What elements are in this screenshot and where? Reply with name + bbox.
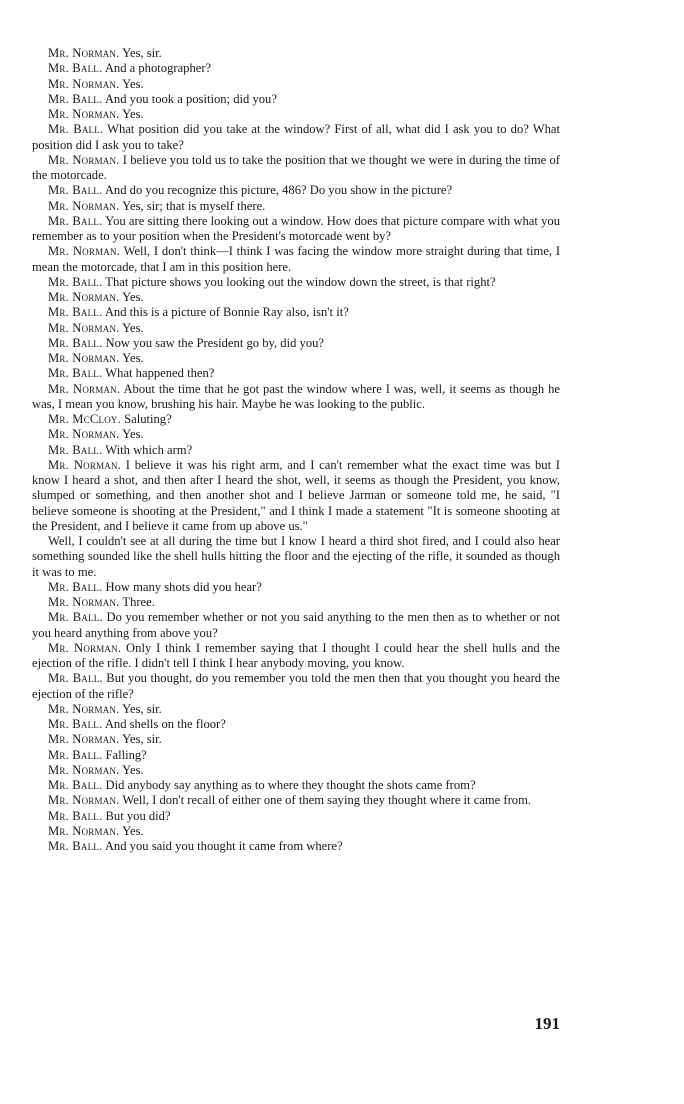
speech-text: And a photographer?: [104, 61, 212, 76]
speech-text: Well, I couldn't see at all during the time but I know I heard a third shot fired, and I could also hear something sounded like the shell hulls hitting the floor and the ejecting of the rifle, it sounded as though it was to me.: [32, 534, 560, 579]
transcript-paragraph: [32, 580, 560, 595]
speech-text: That picture shows you looking out the window down the street, is that right?: [105, 274, 496, 289]
transcript-paragraph: [32, 748, 560, 763]
transcript-body: [32, 46, 560, 854]
page-number: 191: [534, 1014, 560, 1033]
speech-text: Yes, sir.: [122, 46, 162, 60]
speech-text: Well, I don't recall of either one of them saying they thought where it came from.: [122, 793, 532, 808]
speaker-label: Mr. Ball.: [48, 671, 103, 686]
transcript-paragraph: [32, 702, 560, 717]
transcript-paragraph: [32, 443, 560, 458]
transcript-paragraph: [32, 244, 560, 275]
transcript-paragraph: [32, 321, 560, 336]
transcript-paragraph: [32, 122, 560, 153]
speech-text: Yes.: [122, 351, 144, 365]
speech-text: Yes.: [122, 320, 144, 335]
speaker-label: Mr. Ball.: [48, 717, 103, 731]
speaker-label: Mr. Norman.: [48, 732, 120, 747]
transcript-paragraph: [32, 183, 560, 198]
speech-text: What happened then?: [105, 366, 215, 381]
transcript-paragraph: [32, 610, 560, 641]
speaker-label: Mr. Ball.: [48, 442, 103, 457]
speaker-label: Mr. Ball.: [48, 122, 104, 137]
speaker-label: Mr. Ball.: [48, 778, 103, 792]
speaker-label: Mr. Norman.: [48, 351, 120, 365]
transcript-paragraph: [32, 595, 560, 610]
speech-text: Falling?: [105, 747, 147, 762]
speaker-label: Mr. Ball.: [48, 579, 103, 594]
speech-text: You are sitting there looking out a window. How does that picture compare with what you remember as to your position when the President's motorcade went by?: [32, 213, 561, 243]
speech-text: Did anybody say anything as to where they thought the shots came from?: [105, 778, 476, 792]
transcript-paragraph: [32, 61, 560, 76]
speaker-label: Mr. Norman.: [48, 595, 120, 609]
speaker-label: Mr. Ball.: [48, 213, 103, 228]
transcript-paragraph: [32, 199, 560, 214]
speaker-label: Mr. Ball.: [48, 183, 103, 198]
transcript-paragraph: [32, 275, 560, 290]
transcript-paragraph: [32, 641, 560, 672]
speaker-label: Mr. Ball.: [48, 61, 103, 76]
speaker-label: Mr. Ball.: [48, 305, 103, 320]
transcript-paragraph: [32, 336, 560, 351]
transcript-paragraph: [32, 839, 560, 854]
transcript-paragraph: [32, 809, 560, 824]
speaker-label: Mr. Ball.: [48, 610, 103, 625]
transcript-paragraph: [32, 290, 560, 305]
speech-text: And you said you thought it came from where?: [104, 839, 343, 853]
transcript-paragraph: [32, 366, 560, 381]
speaker-label: Mr. Norman.: [48, 320, 120, 335]
speech-text: How many shots did you hear?: [105, 579, 262, 594]
speaker-label: Mr. Norman.: [48, 701, 120, 716]
transcript-paragraph: [32, 382, 560, 413]
transcript-paragraph: [32, 732, 560, 747]
transcript-paragraph: [32, 458, 560, 534]
transcript-paragraph: [32, 107, 560, 122]
speech-text: Do you remember whether or not you said anything to the men then as to whether or not you heard anything from above you?: [32, 610, 560, 640]
speaker-label: Mr. Norman.: [48, 152, 120, 167]
speech-text: And you took a position; did you?: [104, 91, 277, 106]
transcript-paragraph: [32, 46, 560, 61]
speaker-label: Mr. Norman.: [48, 640, 122, 655]
speech-text: Yes.: [122, 762, 144, 777]
transcript-paragraph: [32, 153, 560, 184]
transcript-paragraph: [32, 793, 560, 808]
speech-text: Yes, sir; that is myself there.: [122, 198, 266, 213]
speaker-label: Mr. Norman.: [48, 427, 120, 442]
speaker-label: Mr. Norman.: [48, 76, 120, 91]
speech-text: Yes.: [122, 823, 144, 838]
speech-text: Yes.: [122, 76, 144, 91]
speaker-label: Mr. Ball.: [48, 808, 103, 823]
speaker-label: Mr. Ball.: [48, 274, 103, 289]
speech-text: Yes, sir.: [122, 732, 162, 747]
speaker-label: Mr. Ball.: [48, 839, 103, 853]
transcript-page: [32, 46, 560, 854]
speech-text: I believe you told us to take the position that we thought we were in during the time of the motorcade.: [32, 152, 560, 182]
speech-text: Well, I don't think—I think I was facing the window more straight during that time, I mean the motorcade, that I am in this position here.: [32, 244, 561, 274]
speech-text: Yes.: [122, 427, 144, 442]
transcript-paragraph: [32, 412, 560, 427]
speaker-label: Mr. Ball.: [48, 366, 103, 381]
speaker-label: Mr. Ball.: [48, 91, 103, 106]
speaker-label: Mr. Norman.: [48, 381, 121, 396]
speaker-label: Mr. Ball.: [48, 747, 103, 762]
speech-text: About the time that he got past the window where I was, well, it seems as though he was, I mean you know, brushing his hair. Maybe he was looking to the public.: [32, 381, 560, 411]
transcript-paragraph: [32, 427, 560, 442]
speaker-label: Mr. Norman.: [48, 46, 120, 60]
speaker-label: Mr. Norman.: [48, 107, 120, 121]
speaker-label: Mr. Norman.: [48, 198, 120, 213]
speech-text: But you thought, do you remember you told the men then that you thought you heard the ejection of the rifle?: [32, 671, 560, 701]
speech-text: Three.: [122, 595, 155, 609]
speaker-label: Mr. Norman.: [48, 823, 120, 838]
speech-text: With which arm?: [105, 442, 193, 457]
speech-text: Only I think I remember saying that I thought I could hear the shell hulls and the ejection of the rifle. I didn't tell I think I hear anybody moving, you know.: [32, 640, 560, 670]
transcript-paragraph: [32, 717, 560, 732]
speaker-label: Mr. Norman.: [48, 244, 121, 259]
speech-text: What position did you take at the window? First of all, what did I ask you to do? What position did I ask you to take?: [32, 122, 560, 152]
transcript-paragraph: [32, 77, 560, 92]
speech-text: Yes, sir.: [122, 701, 162, 716]
transcript-paragraph: [32, 351, 560, 366]
speech-text: And this is a picture of Bonnie Ray also, isn't it?: [104, 305, 349, 320]
speaker-label: Mr. Norman.: [48, 762, 120, 777]
transcript-paragraph: [32, 305, 560, 320]
transcript-paragraph: [32, 214, 560, 245]
speech-text: Yes.: [122, 290, 144, 304]
speech-text: But you did?: [105, 808, 171, 823]
speech-text: I believe it was his right arm, and I can't remember what the exact time was but I know I heard a shot, and then after I heard the shot, well, it seems as though the President, you know, slumped or something, and then another shot and I believe Jarman or someone told me, he said, "I believe someone is shooting at the President," and I think I made a statement "It is someone shooting at the President, and I believe it came from up above us.": [32, 457, 561, 533]
speech-text: And shells on the floor?: [104, 717, 226, 731]
speaker-label: Mr. Norman.: [48, 290, 120, 304]
speaker-label: Mr. Norman.: [48, 793, 120, 808]
speech-text: And do you recognize this picture, 486? Do you show in the picture?: [104, 183, 453, 198]
transcript-paragraph: [32, 534, 560, 580]
transcript-paragraph: [32, 92, 560, 107]
speech-text: Now you saw the President go by, did you?: [105, 335, 324, 350]
transcript-paragraph: [32, 778, 560, 793]
speaker-label: Mr. Ball.: [48, 335, 103, 350]
speaker-label: Mr. McCloy.: [48, 412, 121, 426]
speech-text: Saluting?: [124, 412, 172, 426]
transcript-paragraph: [32, 824, 560, 839]
speaker-label: Mr. Norman.: [48, 457, 122, 472]
transcript-paragraph: [32, 671, 560, 702]
transcript-paragraph: [32, 763, 560, 778]
speech-text: Yes.: [122, 107, 144, 121]
